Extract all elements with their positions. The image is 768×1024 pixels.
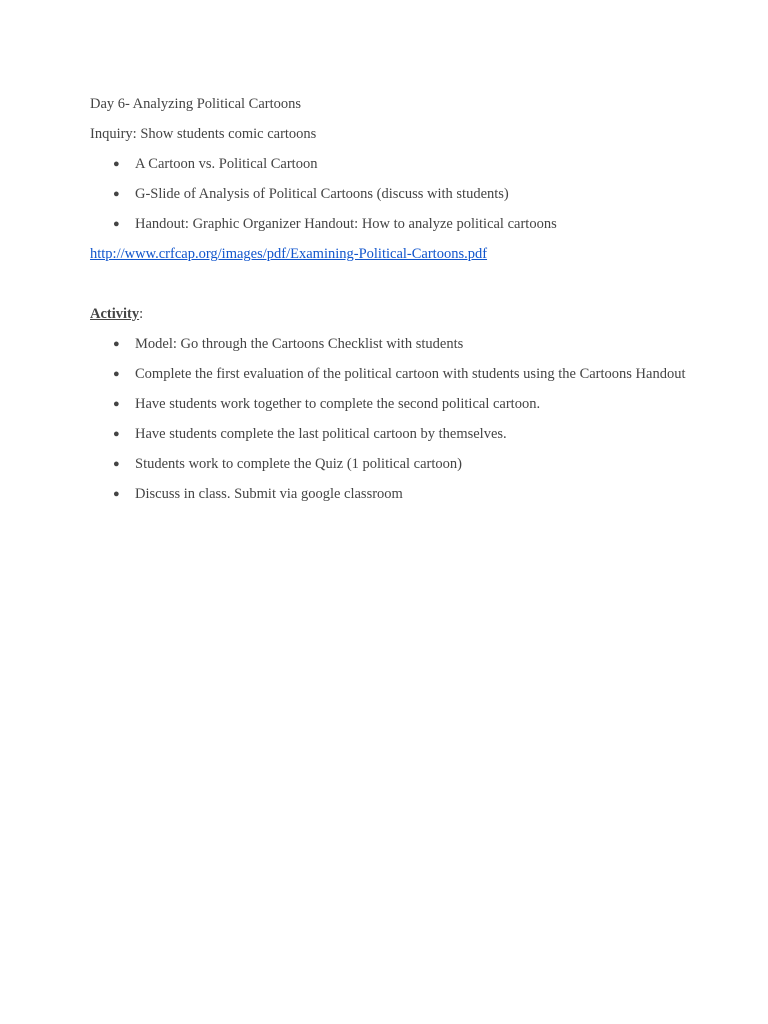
list-item <box>90 149 710 179</box>
bullet-icon: ● <box>113 338 120 350</box>
document-title: Day 6- Analyzing Political Cartoons <box>90 96 302 112</box>
list-item <box>90 209 710 239</box>
bullet-icon: ● <box>113 158 120 170</box>
list-item <box>90 419 710 449</box>
bullet-icon: ● <box>113 458 120 470</box>
list-item <box>90 479 710 509</box>
bullet-icon: ● <box>113 368 120 380</box>
bullet-icon: ● <box>113 428 120 440</box>
list-item <box>90 359 710 389</box>
list-item <box>90 179 710 209</box>
bullet-icon: ● <box>113 218 120 230</box>
bullet-icon: ● <box>113 398 120 410</box>
resource-link[interactable]: http://www.crfcap.org/images/pdf/Examining-Political-Cartoons.pdf <box>90 246 488 262</box>
list-item-text: A Cartoon vs. Political Cartoon <box>135 156 318 172</box>
list-item <box>90 449 710 479</box>
list-item-text: Have students complete the last political cartoon by themselves. <box>135 426 507 442</box>
activity-colon: : <box>139 306 144 322</box>
activity-list <box>90 329 710 509</box>
spacer <box>90 274 710 304</box>
list-item-text: G-Slide of Analysis of Political Cartoons (discuss with students) <box>135 186 509 202</box>
list-item-text: Students work to complete the Quiz (1 political cartoon) <box>135 456 462 472</box>
list-item-text: Model: Go through the Cartoons Checklist with students <box>135 336 464 352</box>
list-item-text: Handout: Graphic Organizer Handout: How to analyze political cartoons <box>135 216 557 232</box>
inquiry-list <box>90 149 710 239</box>
list-item-text: Discuss in class. Submit via google classroom <box>135 486 403 502</box>
document-body <box>90 94 710 514</box>
inquiry-line: Inquiry: Show students comic cartoons <box>90 126 317 142</box>
resource-link-line <box>90 244 710 274</box>
bullet-icon: ● <box>113 188 120 200</box>
list-item-text: Have students work together to complete the second political cartoon. <box>135 396 541 412</box>
list-item <box>90 329 710 359</box>
bullet-icon: ● <box>113 488 120 500</box>
list-item <box>90 389 710 419</box>
list-item-text: Complete the first evaluation of the political cartoon with students using the Cartoons Handout <box>135 366 686 382</box>
activity-heading: Activity <box>90 306 140 322</box>
